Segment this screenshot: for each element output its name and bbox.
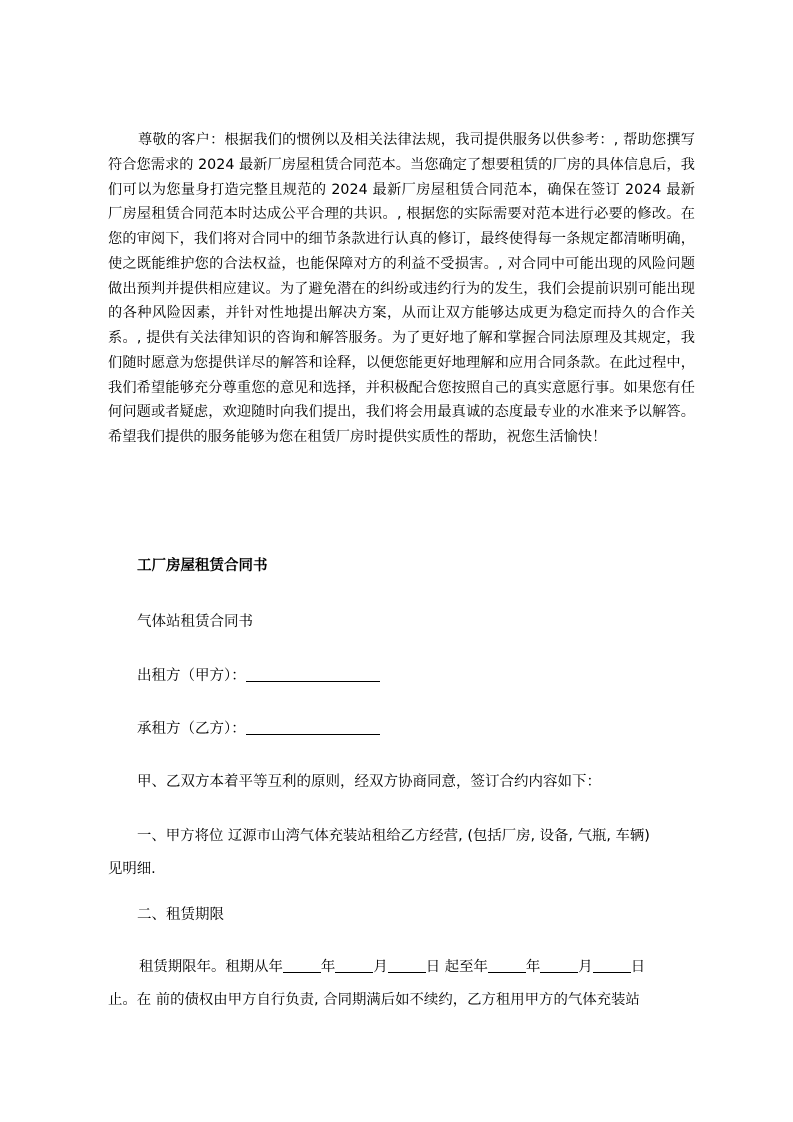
term-blank-start-day[interactable] [388, 958, 426, 973]
term-text-day-2: 日 [630, 959, 646, 975]
clause-1-line-2: 见明细. [108, 861, 156, 877]
lessee-label: 承租方（乙方）： [137, 721, 246, 737]
intro-section [108, 128, 695, 450]
intro-paragraph: 尊敬的客户：根据我们的惯例以及相关法律法规，我司提供服务以供参考：, 帮助您撰写符合您需求的 2024 最新厂房屋租赁合同范本。当您确定了想要租赁的厂房的具体信息后，我们可以为您量身打造完整且规范的 2024 最新厂房屋租赁合同范本，确保在签订 2024 最新厂房屋租赁合同范本时达成公平合理的共识。, 根据您的实际需要对范本进行必要的修改。在您的审阅下，我们将对合同中的细节条款进行认真的修订，最终使得每一条规定都清晰明确，使之既能维护您的合法权益，也能保障对方的利益不受损害。, 对合同中可能出现的风险问题做出预判并提供相应建议。为了避免潜在的纠纷或违约行为的发生，我们会提前识别可能出现的各种风险因素，并针对性地提出解决方案，从而让双方能够达成更为稳定而持久的合作关系。, 提供有关法律知识的咨询和解答服务。为了更好地了解和掌握合同法原理及其规定，我们随时愿意为您提供详尽的解答和诠释，以便您能更好地理解和应用合同条款。在此过程中，我们希望能够充分尊重您的意见和选择，并积极配合您按照自己的真实意愿行事。如果您有任何问题或者疑虑，欢迎随时向我们提出，我们将会用最真诚的态度最专业的水准来予以解答。希望我们提供的服务能够为您在租赁厂房时提供实质性的帮助，祝您生活愉快！ [108, 132, 695, 445]
lessee-blank[interactable] [246, 720, 380, 735]
contract-subtitle: 气体站租赁合同书 [137, 614, 253, 630]
preamble: 甲、乙双方本着平等互利的原则，经双方协商同意，签订合约内容如下： [137, 774, 601, 790]
lessee-line [137, 719, 380, 739]
term-blank-end-year[interactable] [488, 958, 526, 973]
term-blank-start-month[interactable] [335, 958, 373, 973]
lessor-line [137, 666, 380, 686]
term-text-year: 年 [320, 959, 336, 975]
term-text-end: 日 起至年 [425, 959, 488, 975]
term-text-month: 月 [373, 959, 388, 975]
term-line-1 [108, 951, 698, 984]
term-text-year-2: 年 [525, 959, 541, 975]
lessor-label: 出租方（甲方）： [137, 668, 246, 684]
lessor-blank[interactable] [246, 667, 380, 682]
term-blank-end-month[interactable] [540, 958, 578, 973]
clause-2-title: 二、租赁期限 [137, 907, 224, 923]
term-blank-end-day[interactable] [593, 958, 631, 973]
term-text-start: 租赁期限年。租期从年 [139, 959, 283, 975]
term-line-2: 止。在 前的债权由甲方自行负责, 合同期满后如不续约，乙方租用甲方的气体充装站 [108, 992, 640, 1008]
term-text-month-2: 月 [578, 959, 593, 975]
clause-1 [108, 820, 698, 886]
contract-heading: 工厂房屋租赁合同书 [137, 558, 268, 574]
clause-1-line-1: 一、甲方将位 辽源市山湾气体充装站租给乙方经营, (包括厂房, 设备, 气瓶, 车辆) [137, 828, 650, 844]
clause-2-term [108, 951, 698, 1017]
term-blank-start-year[interactable] [283, 958, 321, 973]
